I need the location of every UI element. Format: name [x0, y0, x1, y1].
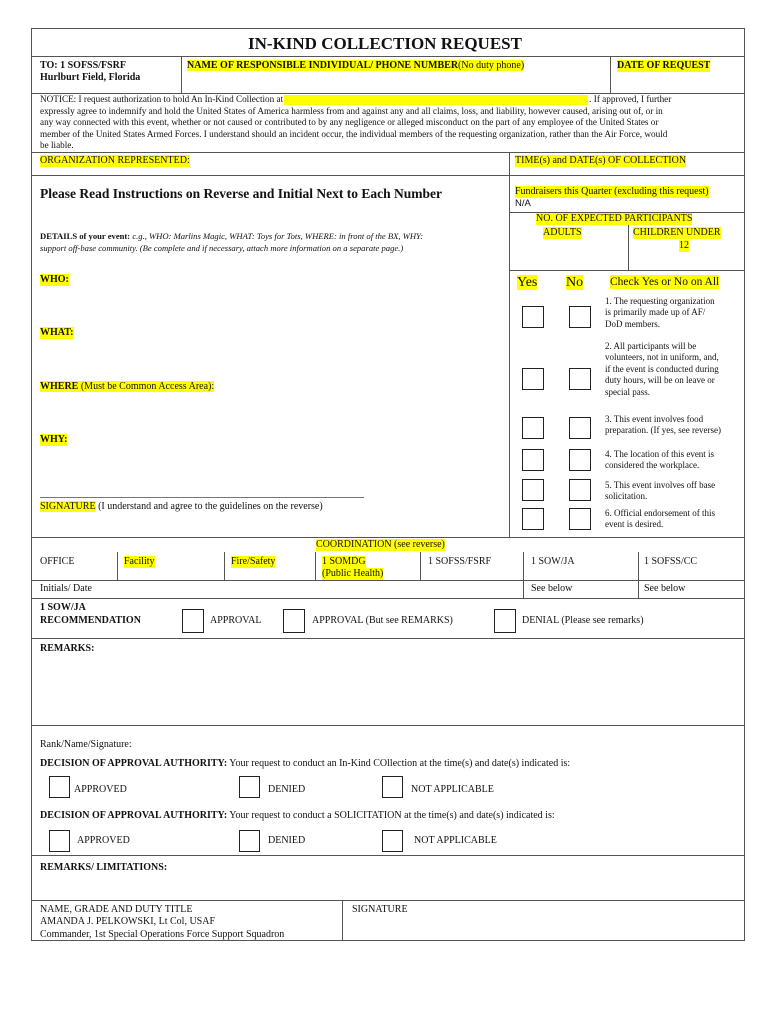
- fundraisers-value[interactable]: N/A: [515, 198, 531, 209]
- notice-line: be liable.: [40, 140, 74, 150]
- rule: [31, 598, 745, 599]
- question-line: event is desired.: [605, 519, 664, 530]
- decision-2-denied-label: DENIED: [268, 835, 306, 846]
- responsible-individual-field[interactable]: [187, 60, 524, 72]
- coord-somdg-sub: (Public Health): [322, 568, 384, 579]
- rule: [181, 56, 182, 93]
- details-line: c.g., WHO: Marlins Magic, WHAT: Toys for Tots, WHERE: in front of the BX, WHY:: [130, 231, 424, 241]
- responsible-note: (No duty phone): [458, 60, 525, 71]
- what-field[interactable]: WHAT:: [40, 327, 74, 338]
- coord-sofss-cc[interactable]: 1 SOFSS/CC: [644, 556, 698, 567]
- question-line: considered the workplace.: [605, 460, 700, 471]
- question-3: [605, 414, 721, 437]
- decision-2-label: DECISION OF APPROVAL AUTHORITY:: [40, 810, 228, 821]
- decision-2-body: Your request to conduct a SOLICITATION at the time(s) and date(s) indicated is:: [227, 810, 555, 821]
- rule: [342, 900, 343, 941]
- question-1: [605, 296, 715, 330]
- footer-signature-field[interactable]: SIGNATURE: [352, 904, 408, 915]
- commander-title: Commander, 1st Special Operations Force Support Squadron: [40, 929, 285, 940]
- rule: [638, 552, 639, 598]
- notice-line: any way connected with this event, whether or not caused or contributed to by any negligence or alleged misconduct on the part of any employee of the United States or: [40, 117, 659, 127]
- q6-no-checkbox[interactable]: [569, 508, 591, 530]
- fundraisers-label: Fundraisers this Quarter (excluding this request): [515, 186, 709, 197]
- rule: [31, 175, 745, 176]
- q3-yes-checkbox[interactable]: [522, 417, 544, 439]
- decision-1-denied-label: DENIED: [268, 784, 306, 795]
- coord-facility[interactable]: Facility: [124, 556, 155, 567]
- rule: [315, 552, 316, 580]
- notice-line: member of the United States Armed Forces. I understand should an incident occur, the individual members of the requesting organization, rather than the Air Force, would: [40, 128, 668, 139]
- question-line: DoD members.: [605, 318, 660, 329]
- question-line: 4. The location of this event is: [605, 449, 715, 459]
- rule: [31, 638, 745, 639]
- notice-line: . If approved, I further: [589, 94, 672, 104]
- rule: [509, 270, 745, 271]
- decision-2-text: [40, 810, 555, 822]
- children-field-label2: 12: [679, 240, 689, 251]
- details-bold: DETAILS of your event:: [40, 231, 131, 241]
- collection-location-field[interactable]: [284, 95, 588, 105]
- question-line: volunteers, not in uniform, and,: [605, 352, 719, 363]
- initials-date-label: Initials/ Date: [40, 583, 92, 594]
- see-below-ja: See below: [531, 583, 573, 594]
- coord-somdg[interactable]: 1 SOMDG: [322, 556, 366, 567]
- approval-checkbox[interactable]: [182, 609, 204, 633]
- rule: [117, 552, 118, 580]
- q6-yes-checkbox[interactable]: [522, 508, 544, 530]
- form-title: IN-KIND COLLECTION REQUEST: [248, 34, 522, 53]
- rule: [523, 552, 524, 598]
- rule: [509, 152, 510, 537]
- q5-no-checkbox[interactable]: [569, 479, 591, 501]
- question-line: solicitation.: [605, 491, 648, 502]
- question-6: [605, 508, 715, 531]
- notice-line: expressly agree to indemnify and hold the United States of America harmless from and against any and all claims, loss, and liability, however caused, arising out of, or in: [40, 105, 663, 116]
- date-of-request-field[interactable]: DATE OF REQUEST: [617, 60, 711, 71]
- decision-2-denied-checkbox[interactable]: [239, 830, 260, 852]
- signature-line: [40, 497, 364, 498]
- notice-line: NOTICE: I request authorization to hold An In-Kind Collection at: [40, 94, 284, 104]
- who-field[interactable]: WHO:: [40, 274, 69, 285]
- notice-paragraph: [40, 94, 671, 152]
- office-label: OFFICE: [40, 556, 75, 567]
- decision-1-approved-checkbox[interactable]: [49, 776, 70, 798]
- question-line: preparation. (If yes, see reverse): [605, 425, 721, 436]
- question-line: 5. This event involves off base: [605, 480, 716, 490]
- decision-2-na-checkbox[interactable]: [382, 830, 403, 852]
- decision-2-approved-label: APPROVED: [77, 835, 130, 846]
- question-line: special pass.: [605, 386, 650, 397]
- question-5: [605, 480, 715, 503]
- commander-name: AMANDA J. PELKOWSKI, Lt Col, USAF: [40, 916, 216, 927]
- participants-label: NO. OF EXPECTED PARTICIPANTS: [536, 213, 693, 224]
- yes-header: Yes: [517, 275, 538, 290]
- rule: [31, 152, 745, 153]
- q1-yes-checkbox[interactable]: [522, 306, 544, 328]
- q4-no-checkbox[interactable]: [569, 449, 591, 471]
- rule: [31, 56, 745, 57]
- q3-no-checkbox[interactable]: [569, 417, 591, 439]
- recommendation-label-1: 1 SOW/JA: [40, 602, 86, 613]
- question-line: 6. Official endorsement of this: [605, 508, 716, 518]
- to-line1: TO: 1 SOFSS/FSRF: [40, 60, 126, 71]
- where-note: (Must be Common Access Area):: [78, 381, 215, 392]
- question-line: 2. All participants will be: [605, 341, 697, 351]
- name-grade-label: NAME, GRADE AND DUTY TITLE: [40, 904, 193, 915]
- instructions-heading: Please Read Instructions on Reverse and Initial Next to Each Number: [40, 186, 442, 201]
- question-line: 1. The requesting organization: [605, 296, 715, 306]
- no-header: No: [566, 275, 584, 290]
- decision-1-na-label: NOT APPLICABLE: [411, 784, 494, 795]
- children-field-label1[interactable]: CHILDREN UNDER: [633, 227, 721, 238]
- q2-no-checkbox[interactable]: [569, 368, 591, 390]
- question-4: [605, 449, 714, 472]
- denial-label: DENIAL (Please see remarks): [522, 615, 644, 626]
- approval-label: APPROVAL: [210, 615, 262, 626]
- rule: [420, 552, 421, 580]
- question-line: is primarily made up of AF/: [605, 307, 706, 318]
- where-label: WHERE: [40, 381, 79, 392]
- details-instructions: [40, 230, 423, 254]
- remarks-field[interactable]: REMARKS:: [40, 643, 95, 654]
- approval-remarks-checkbox[interactable]: [283, 609, 305, 633]
- decision-1-na-checkbox[interactable]: [382, 776, 403, 798]
- question-line: duty hours, will be on leave or: [605, 375, 715, 386]
- coord-sow-ja[interactable]: 1 SOW/JA: [531, 556, 575, 567]
- details-line: support off-base community. (Be complete and if necessary, attach more information on a separate page.): [40, 243, 404, 253]
- question-line: if the event is conducted during: [605, 363, 719, 374]
- signature-label: SIGNATURE: [40, 501, 96, 512]
- signature-field[interactable]: [40, 501, 323, 513]
- decision-2-approved-checkbox[interactable]: [49, 830, 70, 852]
- decision-1-approved-label: APPROVED: [74, 784, 127, 795]
- to-line2: Hurlburt Field, Florida: [40, 72, 141, 83]
- q1-no-checkbox[interactable]: [569, 306, 591, 328]
- responsible-label: NAME OF RESPONSIBLE INDIVIDUAL/ PHONE NUMBER: [187, 60, 459, 71]
- coord-fire-safety[interactable]: Fire/Safety: [231, 556, 276, 567]
- rule: [31, 900, 745, 901]
- rule: [31, 855, 745, 856]
- organization-represented-field[interactable]: ORGANIZATION REPRESENTED:: [40, 155, 190, 166]
- rule: [610, 56, 611, 93]
- denial-checkbox[interactable]: [494, 609, 516, 633]
- check-instruction: Check Yes or No on All: [610, 276, 720, 288]
- decision-1-text: [40, 758, 570, 770]
- decision-1-body: Your request to conduct an In-Kind COllection at the time(s) and date(s) indicated is:: [227, 758, 571, 769]
- rule: [31, 537, 745, 538]
- where-field[interactable]: [40, 381, 214, 393]
- decision-1-label: DECISION OF APPROVAL AUTHORITY:: [40, 758, 228, 769]
- signature-note: (I understand and agree to the guidelines on the reverse): [95, 501, 323, 512]
- times-dates-field[interactable]: TIME(s) and DATE(s) OF COLLECTION: [515, 155, 687, 166]
- q2-yes-checkbox[interactable]: [522, 368, 544, 390]
- see-below-cc: See below: [644, 583, 686, 594]
- decision-1-denied-checkbox[interactable]: [239, 776, 260, 798]
- decision-2-na-label: NOT APPLICABLE: [414, 835, 497, 846]
- q4-yes-checkbox[interactable]: [522, 449, 544, 471]
- q5-yes-checkbox[interactable]: [522, 479, 544, 501]
- rule: [224, 552, 225, 580]
- recommendation-label-2: RECOMMENDATION: [40, 615, 141, 626]
- why-field[interactable]: WHY:: [40, 434, 68, 445]
- adults-field[interactable]: ADULTS: [543, 227, 582, 238]
- approval-remarks-label: APPROVAL (But see REMARKS): [312, 615, 453, 626]
- rule: [31, 725, 745, 726]
- question-line: 3. This event involves food: [605, 414, 704, 424]
- remarks-limitations-field[interactable]: REMARKS/ LIMITATIONS:: [40, 862, 168, 873]
- coord-sofss-fsrf[interactable]: 1 SOFSS/FSRF: [428, 556, 492, 567]
- question-2: [605, 341, 719, 398]
- rank-name-signature-field[interactable]: Rank/Name/Signature:: [40, 739, 132, 750]
- coordination-label: COORDINATION (see reverse): [316, 539, 445, 550]
